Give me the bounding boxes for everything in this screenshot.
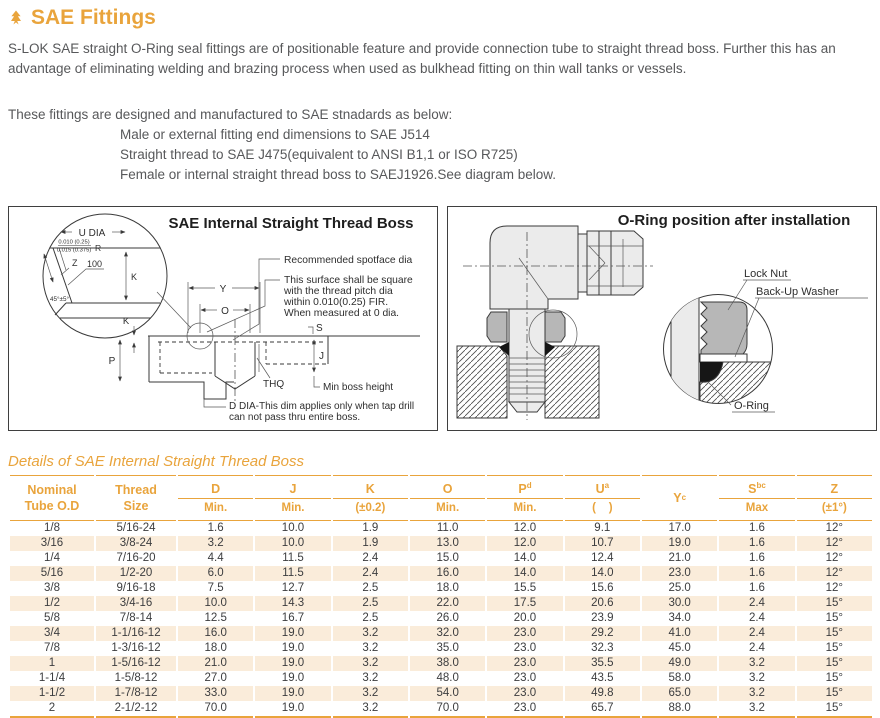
standards-intro: These fittings are designed and manufactured to SAE stnadards as below: — [8, 107, 453, 122]
diagram-title: SAE Internal Straight Thread Boss — [168, 215, 414, 232]
table-cell: 23.9 — [591, 612, 614, 624]
table-cell: 1.9 — [362, 537, 379, 549]
table-cell: 3/4 — [44, 627, 60, 639]
table-cell: 15° — [825, 612, 843, 624]
table-cell: 1/8 — [44, 522, 60, 534]
table-cell: 2.5 — [362, 582, 379, 594]
intro-paragraph: S-LOK SAE straight O-Ring seal fittings are of positionable feature and provide connection tube to straight thread boss. Further this has an advantage of eliminating welding and brazing process when used as bulkhead fitting on thin wall tanks or vessels. — [8, 41, 836, 76]
table-cell: 3.2 — [362, 687, 379, 699]
column-header — [10, 475, 94, 521]
tolerance-top-label: 0.010 (0.25) — [58, 239, 90, 246]
table-cell: 23.0 — [487, 701, 562, 718]
table-cell: 1-1/16-12 — [111, 627, 161, 639]
surface-note-line: When measured at 0 dia. — [284, 308, 400, 319]
surface-note-line: within 0.010(0.25) FIR. — [284, 297, 389, 308]
table-cell: 19.0 — [281, 642, 305, 654]
table-cell: 15.6 — [591, 582, 614, 594]
table-cell: 12.5 — [204, 612, 227, 624]
j-dim-label: J — [319, 351, 324, 362]
column-header: Y c — [642, 475, 717, 521]
table-cell: 70.0 — [410, 701, 485, 718]
column-subheader-text: ( ) — [592, 502, 613, 514]
table-cell: 65.0 — [668, 687, 691, 699]
table-cell: 1-1/4 — [38, 672, 66, 684]
table-cell: 1-1/2 — [38, 687, 66, 699]
table-cell: 15° — [825, 627, 843, 639]
table-cell: 23.0 — [513, 642, 537, 654]
table-cell: 1 — [48, 657, 56, 669]
table-row — [10, 521, 872, 536]
table-cell: 1.6 — [748, 582, 765, 594]
page-title — [8, 6, 872, 30]
column-subheader-text: (±0.2) — [355, 502, 386, 514]
column-header — [410, 475, 485, 521]
table-row — [10, 641, 872, 656]
table-cell: 3.2 — [719, 701, 794, 718]
table-cell: 1.9 — [362, 522, 379, 534]
table-cell: 15° — [797, 701, 872, 718]
table-cell: 12° — [825, 552, 843, 564]
table-cell: 5/16 — [40, 567, 64, 579]
table-cell: 65.7 — [565, 701, 640, 718]
table-cell: 17.5 — [513, 597, 537, 609]
column-header-text: Thread — [115, 483, 157, 497]
table-cell: 1.6 — [748, 567, 765, 579]
table-cell: 43.5 — [591, 672, 614, 684]
table-cell: 19.0 — [281, 657, 305, 669]
o-ring-label: O-Ring — [734, 400, 769, 412]
table-cell: 14.0 — [591, 567, 614, 579]
table-cell: 23.0 — [513, 687, 537, 699]
table-cell: 2.5 — [362, 612, 379, 624]
table-cell: 9.1 — [594, 522, 611, 534]
table-cell: 49.8 — [591, 687, 614, 699]
table-row — [10, 671, 872, 686]
column-header-text: S — [748, 482, 757, 496]
table-cell: 3.2 — [362, 627, 379, 639]
backup-washer-label: Back-Up Washer — [756, 286, 839, 298]
table-row — [10, 596, 872, 611]
column-header-superscript: bc — [756, 480, 766, 490]
table-cell: 27.0 — [204, 672, 227, 684]
table-row — [10, 626, 872, 641]
table-cell: 1-5/8-12 — [114, 672, 158, 684]
table-cell: 5/8 — [44, 612, 60, 624]
thread-boss-diagram — [8, 206, 438, 431]
table-cell: 3.2 — [333, 701, 408, 718]
oring-position-diagram — [447, 206, 877, 431]
page-title-text: SAE Fittings — [31, 6, 156, 29]
table-cell: 23.0 — [513, 627, 537, 639]
table-cell: 19.0 — [255, 701, 330, 718]
standards-item: Male or external fitting end dimensions to SAE J514 — [120, 127, 430, 142]
table-cell: 12° — [825, 582, 843, 594]
column-header — [333, 475, 408, 521]
p-dim-label: P — [108, 356, 116, 367]
table-cell: 16.0 — [204, 627, 227, 639]
table-cell: 35.5 — [591, 657, 614, 669]
column-header — [797, 475, 872, 521]
table-cell: 19.0 — [281, 627, 305, 639]
thq-label: THQ — [263, 379, 285, 390]
table-cell: 16.0 — [436, 567, 459, 579]
table-cell: 23.0 — [668, 567, 691, 579]
table-cell: 3.2 — [362, 672, 379, 684]
table-cell: 7/8 — [44, 642, 60, 654]
column-header-superscript: a — [604, 480, 610, 490]
table-cell: 11.0 — [436, 522, 459, 534]
column-subheader-text: Max — [745, 502, 769, 514]
table-cell: 21.0 — [204, 657, 227, 669]
table-cell: 25.0 — [668, 582, 691, 594]
standards-item: Straight thread to SAE J475(equivalent to ANSI B1,1 or ISO R725) — [120, 147, 518, 162]
table-cell: 21.0 — [668, 552, 691, 564]
table-cell: 13.0 — [436, 537, 459, 549]
table-cell: 88.0 — [642, 701, 717, 718]
table-cell: 14.0 — [513, 552, 537, 564]
table-cell: 10.0 — [204, 597, 227, 609]
table-cell: 41.0 — [668, 627, 691, 639]
table-cell: 3/8-24 — [119, 537, 153, 549]
table-cell: 12.0 — [513, 522, 537, 534]
table-row — [10, 686, 872, 701]
table-cell: 15.5 — [513, 582, 537, 594]
table-cell: 12° — [825, 522, 843, 534]
table-cell: 34.0 — [668, 612, 691, 624]
table-row — [10, 701, 872, 718]
table-caption: Details of SAE Internal Straight Thread Boss — [8, 453, 304, 470]
table-cell: 11.5 — [282, 567, 304, 579]
table-cell: 2.4 — [748, 612, 765, 624]
column-header — [255, 475, 330, 521]
column-subheader-text: Min. — [204, 502, 228, 514]
o-dim-label: O — [221, 306, 229, 317]
table-cell: 54.0 — [436, 687, 459, 699]
column-header-text: Nominal — [27, 483, 77, 497]
table-cell: 22.0 — [436, 597, 459, 609]
table-cell: 32.3 — [591, 642, 614, 654]
column-header-text: O — [442, 482, 453, 496]
column-header — [96, 475, 176, 521]
diagram-title: O-Ring position after installation — [617, 212, 851, 229]
brand-arrow-icon — [8, 10, 24, 26]
table-cell: 16.7 — [281, 612, 305, 624]
column-header-text: D — [211, 482, 221, 496]
s-dim-label: S — [316, 323, 323, 334]
table-cell: 3/16 — [40, 537, 64, 549]
table-cell: 2.4 — [748, 627, 765, 639]
table-cell: 15° — [825, 657, 843, 669]
table-cell: 12.4 — [591, 552, 614, 564]
table-cell: 3.2 — [748, 657, 765, 669]
deg100-label: 100 — [87, 259, 103, 269]
table-cell: 49.0 — [668, 657, 691, 669]
table-cell: 12° — [825, 537, 843, 549]
surface-note-line: with the thread pitch dia — [284, 286, 393, 297]
column-header-text: Size — [123, 499, 149, 513]
table-cell: 58.0 — [668, 672, 691, 684]
column-header — [719, 475, 794, 521]
column-header-text: Y — [673, 491, 682, 505]
column-header — [565, 475, 640, 521]
table-cell: 20.6 — [591, 597, 614, 609]
table-cell: 3.2 — [207, 537, 224, 549]
column-header — [487, 475, 562, 521]
table-cell: 2.4 — [362, 552, 379, 564]
table-cell: 7/16-20 — [116, 552, 156, 564]
table-cell: 3/4-16 — [119, 597, 153, 609]
table-cell: 1/4 — [44, 552, 60, 564]
table-cell: 19.0 — [281, 672, 305, 684]
tolerance-bottom-label: 0.015 (0.375) — [56, 247, 92, 254]
table-cell: 1-3/16-12 — [111, 642, 161, 654]
diagram-row — [8, 206, 872, 431]
k-dim-label: K — [122, 316, 130, 327]
table-cell: 2.4 — [748, 642, 765, 654]
header-row — [10, 475, 872, 521]
table-cell: 1/2 — [44, 597, 60, 609]
surface-note-line: This surface shall be square — [284, 275, 413, 286]
table-cell: 15° — [825, 672, 843, 684]
table-cell: 2.5 — [362, 597, 379, 609]
table-cell: 1-5/16-12 — [111, 657, 161, 669]
table-cell: 19.0 — [668, 537, 691, 549]
k-detail-label: K — [131, 272, 138, 282]
z-label: Z — [72, 258, 78, 268]
table-row — [10, 551, 872, 566]
dimension-table — [8, 475, 874, 718]
table-cell: 14.0 — [513, 567, 537, 579]
table-row — [10, 536, 872, 551]
table-row — [10, 566, 872, 581]
table-cell: 45.0 — [668, 642, 691, 654]
table-cell: 70.0 — [178, 701, 253, 718]
table-cell: 1.6 — [748, 522, 765, 534]
column-header — [178, 475, 253, 521]
table-cell: 15° — [825, 687, 843, 699]
d-dia-note-line: can not pass thru entire boss. — [229, 412, 361, 423]
table-cell: 38.0 — [436, 657, 459, 669]
table-cell: 17.0 — [668, 522, 691, 534]
u-dia-label: U DIA — [78, 228, 106, 239]
column-subheader-text: Min. — [281, 502, 305, 514]
angle45-label: 45°±5° — [50, 296, 69, 303]
column-header-text: P — [518, 482, 527, 496]
table-cell: 3.2 — [748, 672, 765, 684]
table-cell: 12.7 — [281, 582, 305, 594]
column-subheader-text: Min. — [513, 502, 537, 514]
table-cell: 48.0 — [436, 672, 459, 684]
spotface-note: Recommended spotface dia — [284, 255, 413, 266]
table-cell: 3/8 — [44, 582, 60, 594]
table-body — [10, 521, 872, 718]
lock-nut-label: Lock Nut — [744, 268, 788, 280]
standards-item: Female or internal straight thread boss to SAEJ1926.See diagram below. — [120, 167, 556, 182]
table-cell: 12.0 — [513, 537, 537, 549]
table-cell: 1-7/8-12 — [114, 687, 158, 699]
table-cell: 1.6 — [207, 522, 224, 534]
table-cell: 3.2 — [362, 642, 379, 654]
column-header-text: Tube O.D — [24, 499, 80, 513]
table-cell: 33.0 — [204, 687, 227, 699]
table-cell: 10.0 — [281, 537, 305, 549]
table-row — [10, 611, 872, 626]
table-cell: 15° — [825, 597, 843, 609]
table-cell: 5/16-24 — [116, 522, 156, 534]
table-cell: 26.0 — [436, 612, 459, 624]
table-cell: 11.5 — [282, 552, 304, 564]
column-header-text: J — [289, 482, 297, 496]
table-cell: 7.5 — [207, 582, 224, 594]
table-cell: 18.0 — [204, 642, 227, 654]
table-cell: 3.2 — [362, 657, 379, 669]
table-cell: 15° — [825, 642, 843, 654]
table-cell: 2.4 — [748, 597, 765, 609]
column-header-text: U — [595, 482, 605, 496]
table-cell: 20.0 — [513, 612, 537, 624]
table-cell: 9/16-18 — [116, 582, 156, 594]
table-row — [10, 656, 872, 671]
table-cell: 1.6 — [748, 552, 765, 564]
column-header-text: Z — [830, 482, 839, 496]
table-cell: 23.0 — [513, 672, 537, 684]
table-cell: 32.0 — [436, 627, 459, 639]
y-dim-label: Y — [219, 284, 227, 295]
column-subheader-text: Min. — [436, 502, 460, 514]
d-dia-note-line: D DIA-This dim applies only when tap drill — [229, 401, 415, 412]
table-cell: 15.0 — [436, 552, 459, 564]
table-row — [10, 581, 872, 596]
table-cell: 23.0 — [513, 657, 537, 669]
table-cell: 2-1/2-12 — [96, 701, 176, 718]
standards-list — [120, 125, 872, 185]
table-cell: 14.3 — [281, 597, 305, 609]
table-cell: 12° — [825, 567, 843, 579]
table-cell: 2 — [10, 701, 94, 718]
column-header-superscript: d — [526, 480, 532, 490]
table-cell: 3.2 — [748, 687, 765, 699]
table-cell: 4.4 — [207, 552, 224, 564]
table-cell: 1/2-20 — [119, 567, 153, 579]
table-cell: 7/8-14 — [119, 612, 153, 624]
table-cell: 29.2 — [591, 627, 614, 639]
table-cell: 19.0 — [281, 687, 305, 699]
table-cell: 1.6 — [748, 537, 765, 549]
column-subheader-text: (±1°) — [821, 502, 847, 514]
column-header-text: K — [365, 482, 375, 496]
table-cell: 6.0 — [207, 567, 224, 579]
table-cell: 2.4 — [362, 567, 379, 579]
table-cell: 10.0 — [281, 522, 305, 534]
table-cell: 10.7 — [591, 537, 614, 549]
table-cell: 30.0 — [668, 597, 691, 609]
table-cell: 35.0 — [436, 642, 459, 654]
table-cell: 18.0 — [436, 582, 459, 594]
r-label: R — [95, 243, 102, 253]
min-boss-label: Min boss height — [323, 382, 394, 393]
